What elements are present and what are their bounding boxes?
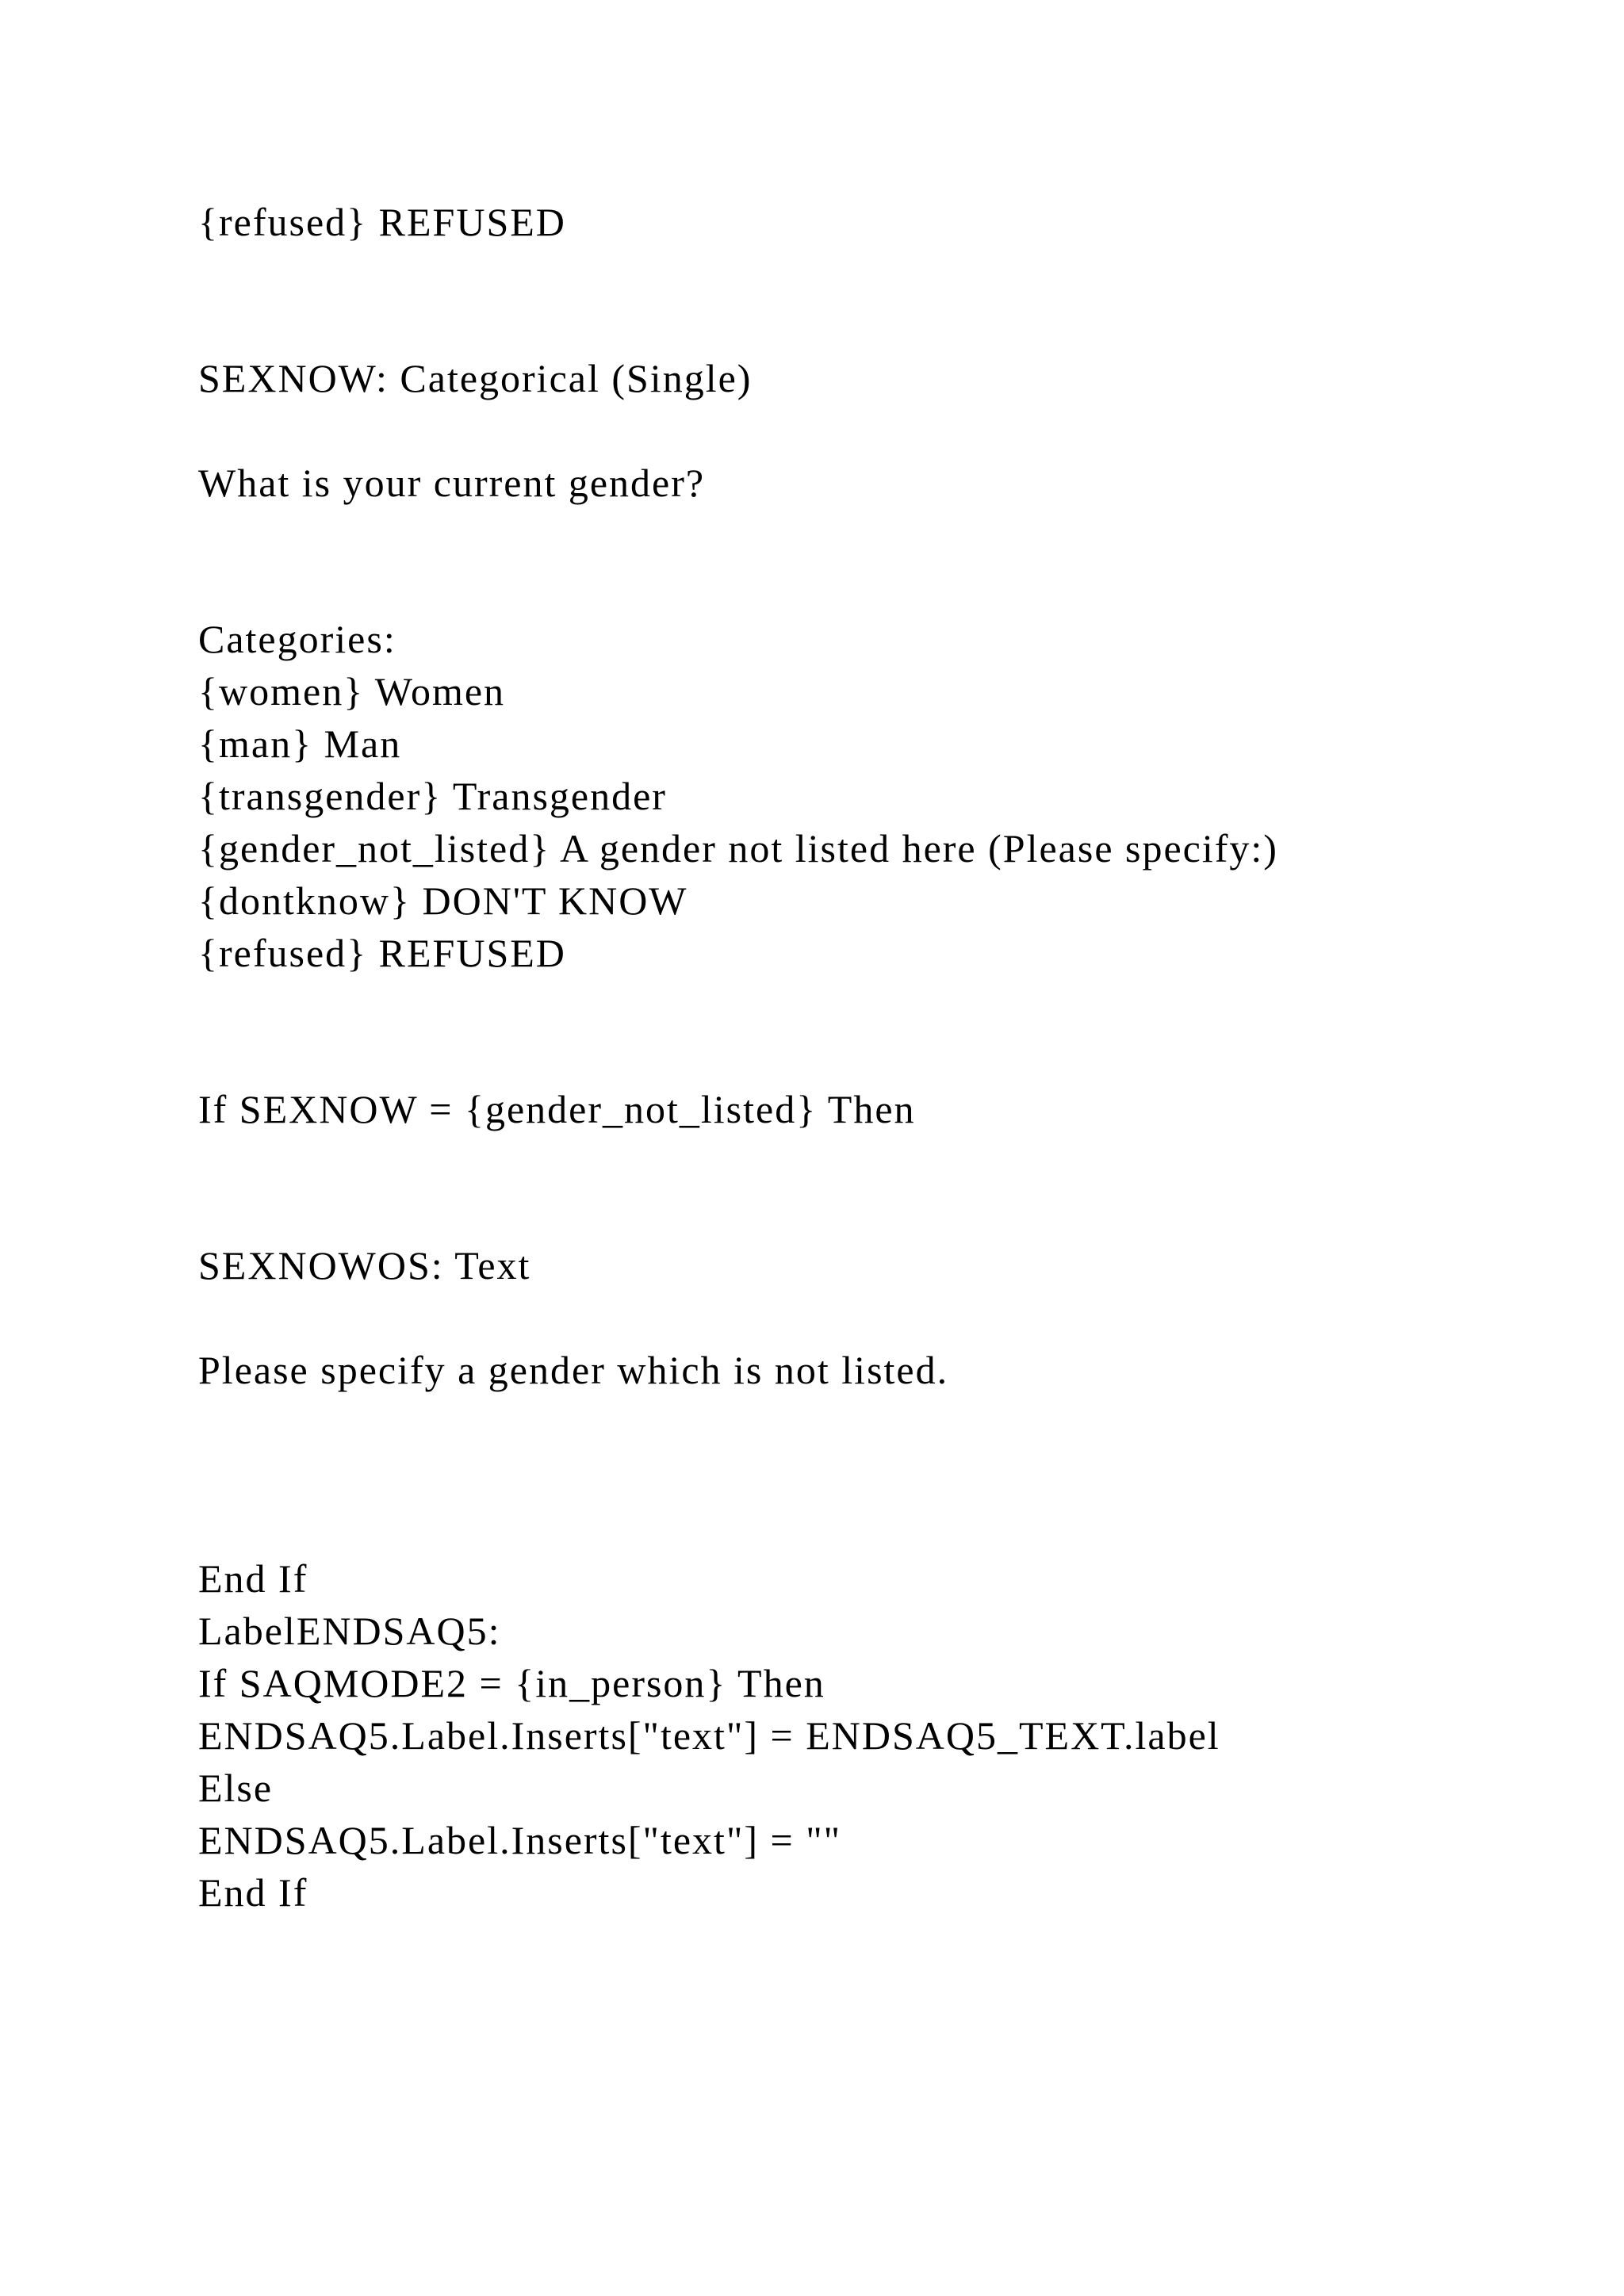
line-if-saqmode2: If SAQMODE2 = {in_person} Then — [198, 1661, 825, 1705]
line-category-man: {man} Man — [198, 721, 402, 766]
line-if-sexnow: If SEXNOW = {gender_not_listed} Then — [198, 1087, 916, 1131]
line-category-women: {women} Women — [198, 669, 506, 714]
line-endsaq5-insert-text: ENDSAQ5.Label.Inserts["text"] = ENDSAQ5_TEXT.label — [198, 1713, 1220, 1758]
line-end-if-2: End If — [198, 1870, 308, 1915]
line-sexnow-question: What is your current gender? — [198, 461, 706, 505]
line-category-dontknow: {dontknow} DON'T KNOW — [198, 878, 688, 923]
line-category-not-listed: {gender_not_listed} A gender not listed here (Please specify:) — [198, 826, 1278, 871]
line-refused-1: {refused} REFUSED — [198, 200, 566, 244]
line-endsaq5-insert-empty: ENDSAQ5.Label.Inserts["text"] = "" — [198, 1818, 842, 1862]
line-categories-label: Categories: — [198, 617, 396, 661]
line-else: Else — [198, 1766, 274, 1810]
line-label-endsaq5: LabelENDSAQ5: — [198, 1609, 501, 1653]
line-end-if-1: End If — [198, 1556, 308, 1601]
line-category-refused: {refused} REFUSED — [198, 931, 566, 975]
line-sexnow-header: SEXNOW: Categorical (Single) — [198, 356, 753, 400]
line-sexnowos-question: Please specify a gender which is not listed. — [198, 1348, 949, 1392]
line-category-transgender: {transgender} Transgender — [198, 774, 667, 818]
line-sexnowos-header: SEXNOWOS: Text — [198, 1243, 531, 1288]
